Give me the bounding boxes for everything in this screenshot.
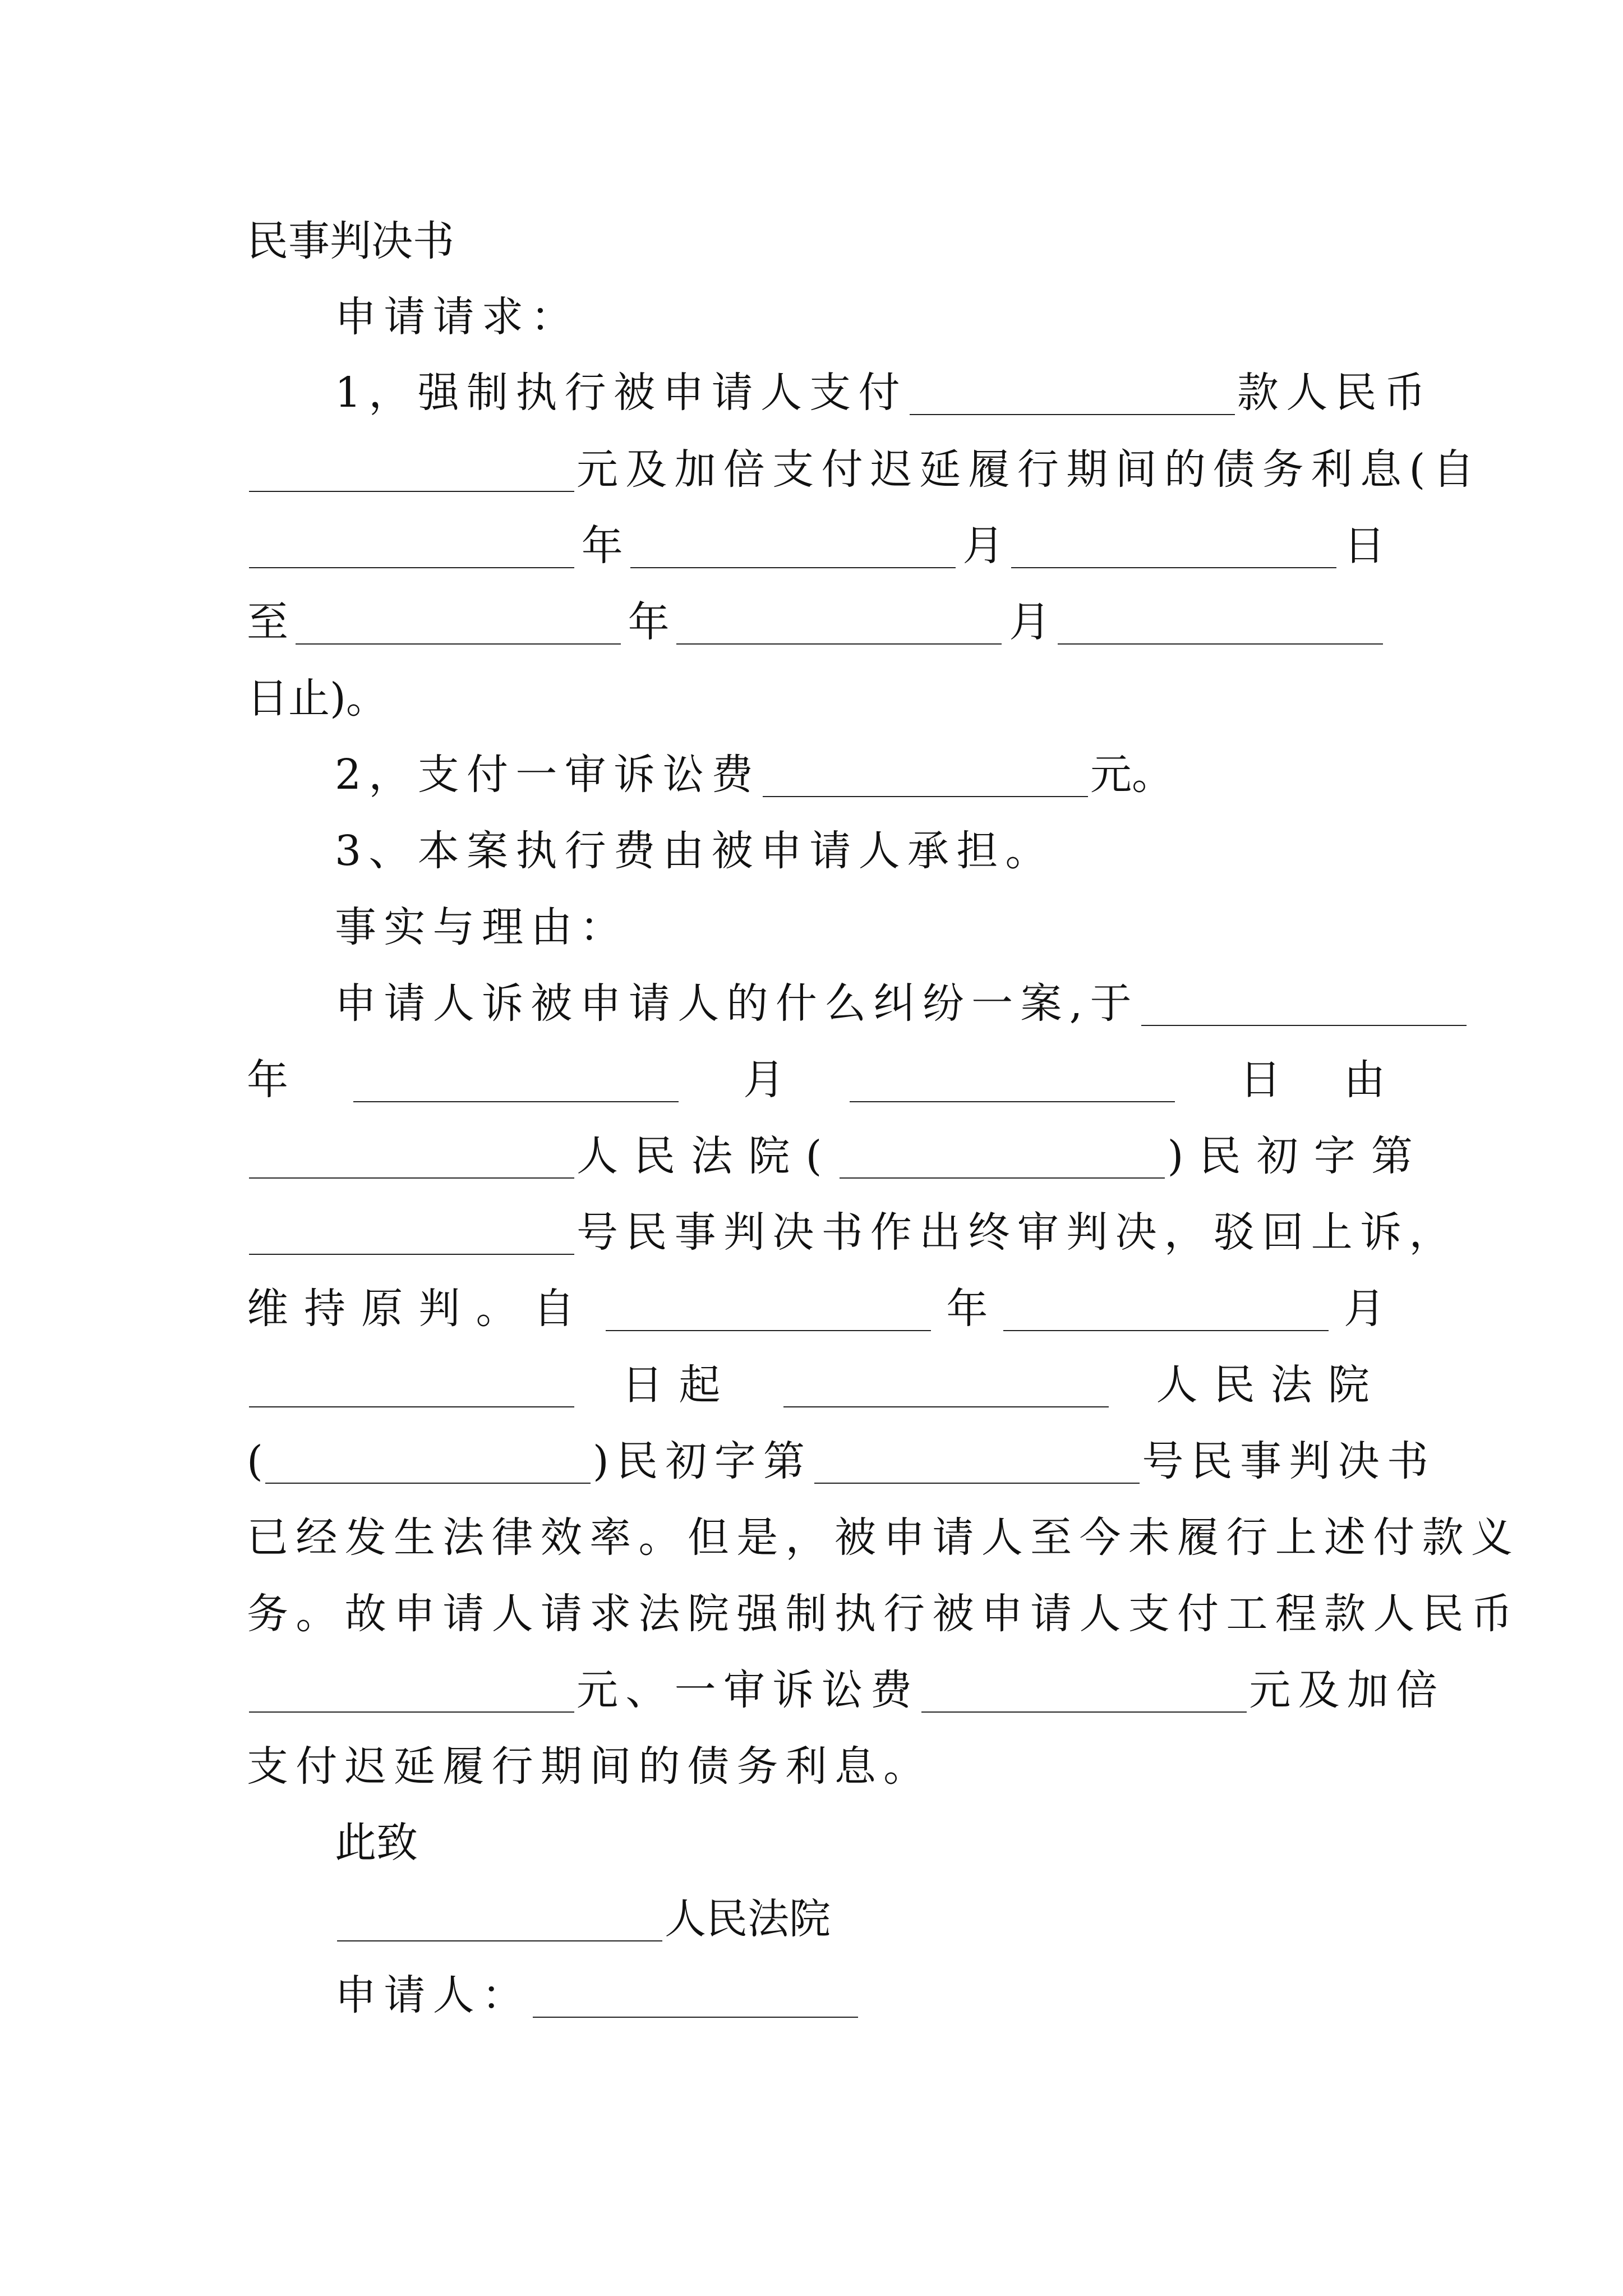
request-1-text: 1，强制执行被申请人支付 bbox=[335, 369, 907, 417]
start-day-blank[interactable] bbox=[1011, 523, 1336, 568]
day-label: 日 bbox=[1343, 522, 1385, 570]
month-label: 月 bbox=[1343, 1285, 1385, 1333]
start-year-blank[interactable] bbox=[249, 523, 574, 568]
recipient-court-label: 人民法院 bbox=[665, 1895, 831, 1943]
request-item-2 bbox=[247, 744, 1385, 806]
request-2-unit: 元。 bbox=[1090, 751, 1173, 799]
start-month-blank[interactable] bbox=[630, 523, 956, 568]
facts-line-10 bbox=[247, 1659, 1445, 1721]
recipient-court bbox=[247, 1888, 1385, 1950]
request-text: 务。故申请人请求法院强制执行被申请人支付工程款人民币 bbox=[247, 1590, 1520, 1638]
request-item-1-line-5 bbox=[247, 668, 1385, 729]
day-end-label: 日止)。 bbox=[247, 674, 388, 723]
applicant-label: 申请人： bbox=[335, 1971, 531, 2019]
case-day-blank[interactable] bbox=[850, 1057, 1175, 1102]
court-fee-blank[interactable] bbox=[763, 752, 1088, 797]
year-label: 年 bbox=[581, 522, 623, 570]
court-label: 人民法院 bbox=[1156, 1361, 1385, 1409]
judgment-text: 号民事判决书作出终审判决，驳回上诉， bbox=[577, 1208, 1458, 1257]
year-label: 年 bbox=[247, 1056, 288, 1104]
facts-line-8 bbox=[247, 1507, 1520, 1568]
second-case-year-blank[interactable] bbox=[265, 1439, 591, 1484]
effective-year-blank[interactable] bbox=[606, 1286, 931, 1331]
month-label: 月 bbox=[743, 1056, 785, 1104]
facts-line-5 bbox=[247, 1278, 1385, 1340]
month-label: 月 bbox=[962, 522, 1004, 570]
uphold-text: 维持原判。自 bbox=[247, 1285, 591, 1333]
applicant-line bbox=[247, 1964, 1385, 2026]
end-month-blank[interactable] bbox=[676, 600, 1002, 645]
to-label: 至 bbox=[247, 598, 288, 646]
salutation bbox=[247, 1812, 1385, 1874]
request-3-text: 3、本案执行费由被申请人承担。 bbox=[335, 827, 1054, 875]
request-item-1-line-4 bbox=[247, 591, 1385, 653]
facts-line-7 bbox=[247, 1430, 1436, 1492]
year-label: 年 bbox=[946, 1285, 988, 1333]
final-court-fee-blank[interactable] bbox=[921, 1668, 1247, 1713]
salutation-text: 此致 bbox=[335, 1819, 418, 1867]
day-from-label: 日起 bbox=[621, 1361, 736, 1409]
applicant-blank[interactable] bbox=[533, 1973, 858, 2018]
first-court-blank[interactable] bbox=[249, 1134, 574, 1179]
case-number-label: )民初字第 bbox=[1167, 1132, 1428, 1180]
payment-type-blank[interactable] bbox=[910, 370, 1235, 415]
fee-text: 元、一审诉讼费 bbox=[577, 1666, 920, 1714]
paren-open: ( bbox=[247, 1437, 263, 1485]
case-year-blank[interactable] bbox=[1141, 981, 1467, 1026]
facts-line-11 bbox=[247, 1736, 1385, 1797]
end-year-blank[interactable] bbox=[296, 600, 621, 645]
project-amount-blank[interactable] bbox=[249, 1668, 574, 1713]
request-2-text: 2，支付一审诉讼费 bbox=[335, 751, 760, 799]
effective-day-blank[interactable] bbox=[249, 1363, 574, 1407]
first-case-year-blank[interactable] bbox=[840, 1134, 1165, 1179]
effective-month-blank[interactable] bbox=[1003, 1286, 1329, 1331]
request-1-interest: 元及加倍支付迟延履行期间的债务利息(自 bbox=[577, 445, 1482, 494]
facts-intro: 申请人诉被申请人的什么纠纷一案,于 bbox=[335, 979, 1139, 1028]
request-heading bbox=[247, 286, 1385, 348]
request-item-1-line-3 bbox=[247, 515, 1385, 577]
facts-line-3 bbox=[247, 1125, 1428, 1187]
end-day-blank[interactable] bbox=[1058, 600, 1383, 645]
document-title bbox=[247, 210, 1385, 272]
year-label: 年 bbox=[628, 598, 670, 646]
day-label: 日 bbox=[1239, 1056, 1281, 1104]
request-item-3 bbox=[247, 820, 1385, 882]
facts-line-6 bbox=[247, 1354, 1385, 1416]
month-label: 月 bbox=[1009, 598, 1051, 646]
second-case-number-blank[interactable] bbox=[814, 1439, 1140, 1484]
by-label: 由 bbox=[1343, 1056, 1385, 1104]
double-text: 元及加倍 bbox=[1249, 1666, 1445, 1714]
facts-heading-text: 事实与理由： bbox=[335, 903, 629, 951]
amount-blank[interactable] bbox=[249, 447, 574, 492]
request-item-1-line-1 bbox=[247, 362, 1433, 424]
judgment-ref-text: 号民事判决书 bbox=[1142, 1437, 1436, 1485]
facts-line-4 bbox=[247, 1202, 1458, 1263]
second-court-blank[interactable] bbox=[783, 1363, 1109, 1407]
court-case-label: 人民法院( bbox=[577, 1132, 838, 1180]
effect-text: 已经发生法律效率。但是，被申请人至今未履行上述付款义 bbox=[247, 1513, 1520, 1562]
interest-text: 支付迟延履行期间的债务利息。 bbox=[247, 1742, 933, 1791]
first-case-number-blank[interactable] bbox=[249, 1210, 574, 1255]
facts-line-2 bbox=[247, 1049, 1385, 1111]
request-1-currency: 款人民币 bbox=[1237, 369, 1433, 417]
case-month-blank[interactable] bbox=[353, 1057, 679, 1102]
facts-line-1 bbox=[247, 973, 1385, 1034]
recipient-court-blank[interactable] bbox=[337, 1897, 662, 1941]
title-text: 民事判决书 bbox=[247, 217, 454, 265]
case-number-label: )民初字第 bbox=[592, 1437, 813, 1485]
facts-line-9 bbox=[247, 1583, 1520, 1645]
request-item-1-line-2 bbox=[247, 439, 1482, 500]
request-heading-text: 申请请求： bbox=[335, 293, 580, 341]
facts-heading bbox=[247, 896, 1385, 958]
